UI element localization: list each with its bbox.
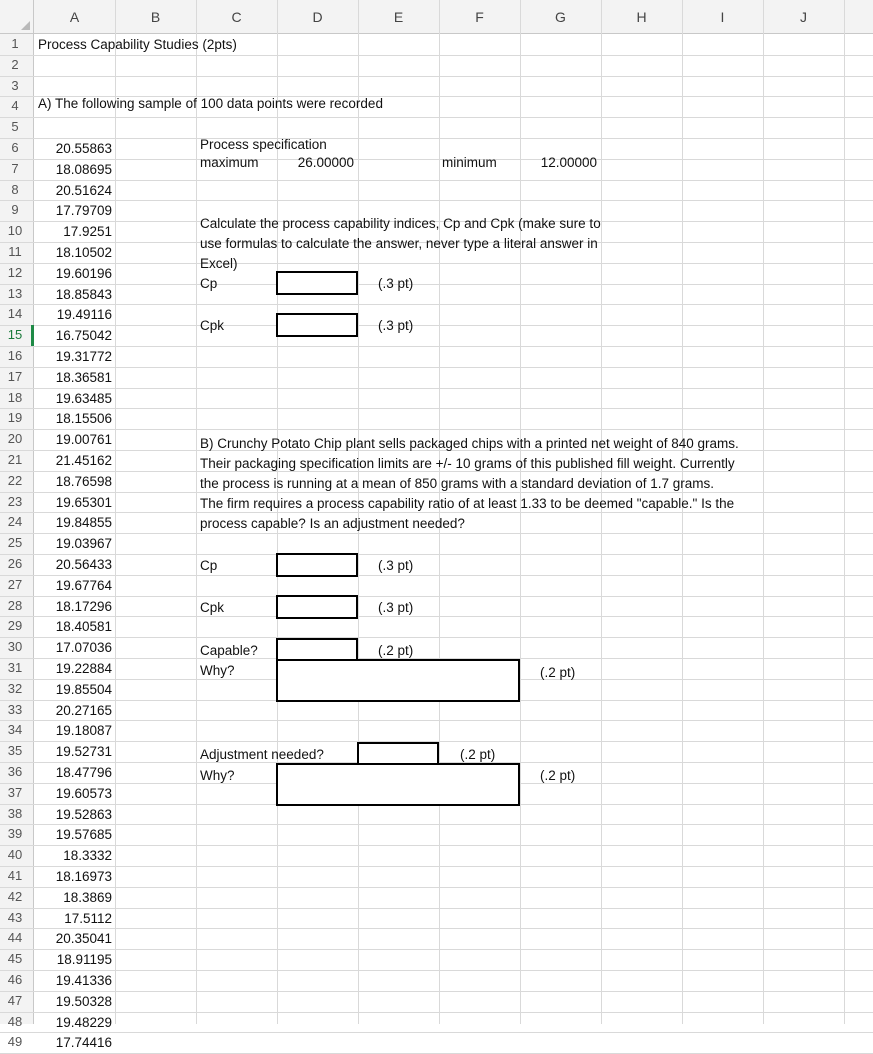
min-label[interactable]: minimum bbox=[442, 155, 497, 170]
row-header-49[interactable]: 49 bbox=[7, 1034, 23, 1049]
row-gridline bbox=[0, 866, 873, 867]
part-b-cpk-answer-box[interactable] bbox=[276, 595, 358, 619]
select-all-corner[interactable] bbox=[0, 0, 34, 34]
row-header-43[interactable]: 43 bbox=[7, 910, 23, 925]
data-cell-a15[interactable]: 16.75042 bbox=[55, 328, 112, 343]
row-gridline bbox=[0, 138, 873, 139]
row-header-35[interactable]: 35 bbox=[7, 743, 23, 758]
data-cell-a29[interactable]: 18.40581 bbox=[55, 619, 112, 634]
row-header-7[interactable]: 7 bbox=[11, 161, 19, 176]
part-b-cpk-label[interactable]: Cpk bbox=[200, 600, 225, 615]
row-gridline bbox=[0, 471, 873, 472]
column-header-g[interactable]: G bbox=[555, 9, 566, 25]
row-gridline bbox=[0, 304, 873, 305]
data-cell-a11[interactable]: 18.10502 bbox=[55, 245, 112, 260]
row-gridline bbox=[0, 1012, 873, 1013]
row-gridline bbox=[0, 575, 873, 576]
row-gridline bbox=[0, 180, 873, 181]
row-header-32[interactable]: 32 bbox=[7, 681, 23, 696]
data-cell-a38[interactable]: 19.52863 bbox=[55, 807, 112, 822]
row-header-8[interactable]: 8 bbox=[11, 182, 19, 197]
instructions-line-1[interactable]: Calculate the process capability indices, Cp and Cpk (make sure to bbox=[200, 216, 601, 231]
data-cell-a39[interactable]: 19.57685 bbox=[55, 827, 112, 842]
sheet-title[interactable]: Process Capability Studies (2pts) bbox=[38, 37, 237, 52]
data-cell-a42[interactable]: 18.3869 bbox=[63, 890, 112, 905]
data-cell-a10[interactable]: 17.9251 bbox=[63, 224, 112, 239]
row-header-36[interactable]: 36 bbox=[7, 764, 23, 779]
data-cell-a28[interactable]: 18.17296 bbox=[55, 599, 112, 614]
row-header-46[interactable]: 46 bbox=[7, 972, 23, 987]
part-b-line-1[interactable]: B) Crunchy Potato Chip plant sells packaged chips with a printed net weight of 840 grams. bbox=[200, 436, 739, 451]
row-header-13[interactable]: 13 bbox=[7, 286, 23, 301]
row-header-15[interactable]: 15 bbox=[7, 327, 23, 342]
row-header-21[interactable]: 21 bbox=[7, 452, 23, 467]
why-2-answer-box[interactable] bbox=[276, 763, 520, 806]
capable-label[interactable]: Capable? bbox=[200, 643, 258, 658]
why-2-points[interactable]: (.2 pt) bbox=[540, 768, 576, 783]
part-b-line-5[interactable]: process capable? Is an adjustment needed? bbox=[200, 516, 465, 531]
row-gridline bbox=[0, 554, 873, 555]
row-gridline bbox=[0, 845, 873, 846]
column-header-f[interactable]: F bbox=[475, 9, 484, 25]
row-header-1[interactable]: 1 bbox=[11, 36, 19, 51]
row-header-30[interactable]: 30 bbox=[7, 639, 23, 654]
data-cell-a22[interactable]: 18.76598 bbox=[55, 474, 112, 489]
row-header-31[interactable]: 31 bbox=[7, 660, 23, 675]
row-gridline bbox=[0, 346, 873, 347]
data-cell-a31[interactable]: 19.22884 bbox=[55, 661, 112, 676]
row-header-20[interactable]: 20 bbox=[7, 431, 23, 446]
column-header-j[interactable]: J bbox=[800, 9, 807, 25]
row-header-44[interactable]: 44 bbox=[7, 930, 23, 945]
why-1-points[interactable]: (.2 pt) bbox=[540, 665, 576, 680]
select-all-icon bbox=[21, 21, 30, 30]
row-gridline bbox=[0, 159, 873, 160]
why-1-label[interactable]: Why? bbox=[200, 663, 235, 678]
data-cell-a7[interactable]: 18.08695 bbox=[55, 162, 112, 177]
column-header-e[interactable]: E bbox=[393, 9, 404, 25]
row-header-14[interactable]: 14 bbox=[7, 306, 23, 321]
row-gridline bbox=[0, 263, 873, 264]
row-header-27[interactable]: 27 bbox=[7, 577, 23, 592]
data-cell-a34[interactable]: 19.18087 bbox=[55, 723, 112, 738]
row-gridline bbox=[0, 720, 873, 721]
capable-points[interactable]: (.2 pt) bbox=[378, 643, 414, 658]
row-header-11[interactable]: 11 bbox=[8, 244, 22, 259]
selected-row-indicator bbox=[31, 325, 34, 346]
data-cell-a30[interactable]: 17.07036 bbox=[55, 640, 112, 655]
data-cell-a25[interactable]: 19.03967 bbox=[55, 536, 112, 551]
row-gridline bbox=[0, 928, 873, 929]
data-cell-a37[interactable]: 19.60573 bbox=[55, 786, 112, 801]
column-header-a[interactable]: A bbox=[69, 9, 80, 25]
row-header-17[interactable]: 17 bbox=[7, 369, 23, 384]
row-header-19[interactable]: 19 bbox=[7, 410, 23, 425]
spec-label[interactable]: Process specification bbox=[200, 137, 327, 152]
column-header-h[interactable]: H bbox=[636, 9, 647, 25]
row-gridline bbox=[0, 429, 873, 430]
row-header-45[interactable]: 45 bbox=[7, 951, 23, 966]
row-header-38[interactable]: 38 bbox=[7, 806, 23, 821]
data-cell-a33[interactable]: 20.27165 bbox=[55, 703, 112, 718]
row-header-26[interactable]: 26 bbox=[7, 556, 23, 571]
data-cell-a48[interactable]: 19.48229 bbox=[55, 1015, 112, 1030]
row-header-47[interactable]: 47 bbox=[7, 993, 23, 1008]
row-gridline bbox=[0, 512, 873, 513]
row-gridline bbox=[0, 284, 873, 285]
row-header-16[interactable]: 16 bbox=[7, 348, 23, 363]
data-cell-a9[interactable]: 17.79709 bbox=[55, 203, 112, 218]
data-cell-a49[interactable]: 17.74416 bbox=[55, 1035, 112, 1050]
row-header-10[interactable]: 10 bbox=[7, 223, 23, 238]
row-header-5[interactable]: 5 bbox=[11, 119, 19, 134]
why-1-answer-box[interactable] bbox=[276, 659, 520, 702]
row-header-28[interactable]: 28 bbox=[7, 598, 23, 613]
min-value[interactable]: 12.00000 bbox=[540, 155, 597, 170]
row-header-33[interactable]: 33 bbox=[7, 702, 23, 717]
row-header-24[interactable]: 24 bbox=[7, 514, 23, 529]
data-cell-a26[interactable]: 20.56433 bbox=[55, 557, 112, 572]
data-cell-a41[interactable]: 18.16973 bbox=[55, 869, 112, 884]
data-cell-a45[interactable]: 18.91195 bbox=[56, 952, 112, 967]
data-cell-a14[interactable]: 19.49116 bbox=[56, 307, 112, 322]
part-a-cpk-points[interactable]: (.3 pt) bbox=[378, 318, 414, 333]
row-header-9[interactable]: 9 bbox=[11, 202, 19, 217]
row-gridline bbox=[0, 117, 873, 118]
part-b-cp-points[interactable]: (.3 pt) bbox=[378, 558, 414, 573]
instructions-line-3[interactable]: Excel) bbox=[200, 256, 238, 271]
data-cell-a17[interactable]: 18.36581 bbox=[55, 370, 112, 385]
column-header-i[interactable]: I bbox=[720, 9, 725, 25]
column-header-b[interactable]: B bbox=[150, 9, 161, 25]
data-cell-a16[interactable]: 19.31772 bbox=[55, 349, 112, 364]
part-a-cpk-answer-box[interactable] bbox=[276, 313, 358, 337]
row-gridline bbox=[0, 908, 873, 909]
row-header-4[interactable]: 4 bbox=[11, 98, 19, 113]
row-header-48[interactable]: 48 bbox=[7, 1014, 23, 1029]
data-cell-a36[interactable]: 18.47796 bbox=[55, 765, 112, 780]
data-cell-a32[interactable]: 19.85504 bbox=[55, 682, 112, 697]
max-value[interactable]: 26.00000 bbox=[297, 155, 354, 170]
data-cell-a12[interactable]: 19.60196 bbox=[55, 266, 112, 281]
data-cell-a8[interactable]: 20.51624 bbox=[55, 183, 112, 198]
instructions-line-2[interactable]: use formulas to calculate the answer, never type a literal answer in bbox=[200, 236, 598, 251]
part-b-cp-label[interactable]: Cp bbox=[200, 558, 218, 573]
data-cell-a19[interactable]: 18.15506 bbox=[55, 411, 112, 426]
row-gridline bbox=[0, 76, 873, 77]
row-header-22[interactable]: 22 bbox=[7, 473, 23, 488]
row-gridline bbox=[0, 533, 873, 534]
row-gridline bbox=[0, 824, 873, 825]
part-a-cp-label[interactable]: Cp bbox=[200, 276, 218, 291]
data-cell-a20[interactable]: 19.00761 bbox=[55, 432, 112, 447]
row-gridline bbox=[0, 970, 873, 971]
part-a-cpk-label[interactable]: Cpk bbox=[200, 318, 225, 333]
row-header-41[interactable]: 41 bbox=[7, 868, 23, 883]
data-cell-a35[interactable]: 19.52731 bbox=[55, 744, 112, 759]
row-gridline bbox=[0, 949, 873, 950]
row-header-39[interactable]: 39 bbox=[7, 826, 23, 841]
row-gridline bbox=[0, 325, 873, 326]
row-header-18[interactable]: 18 bbox=[7, 390, 23, 405]
row-gridline bbox=[0, 1032, 873, 1033]
data-cell-a23[interactable]: 19.65301 bbox=[55, 495, 112, 510]
part-b-cpk-points[interactable]: (.3 pt) bbox=[378, 600, 414, 615]
row-header-25[interactable]: 25 bbox=[7, 535, 23, 550]
row-gridline bbox=[0, 637, 873, 638]
row-header-29[interactable]: 29 bbox=[7, 618, 23, 633]
row-gridline bbox=[0, 887, 873, 888]
row-header-3[interactable]: 3 bbox=[11, 78, 19, 93]
data-cell-a46[interactable]: 19.41336 bbox=[55, 973, 112, 988]
column-header-d[interactable]: D bbox=[312, 9, 323, 25]
part-a-cp-points[interactable]: (.3 pt) bbox=[378, 276, 414, 291]
part-b-line-4[interactable]: The firm requires a process capability ratio of at least 1.33 to be deemed "capable." Is the bbox=[200, 496, 735, 511]
row-gridline bbox=[0, 388, 873, 389]
row-gridline bbox=[0, 367, 873, 368]
row-gridline bbox=[0, 991, 873, 992]
row-header-6[interactable]: 6 bbox=[11, 140, 19, 155]
data-cell-a18[interactable]: 19.63485 bbox=[55, 391, 112, 406]
row-header-40[interactable]: 40 bbox=[7, 847, 23, 862]
column-header-c[interactable]: C bbox=[231, 9, 242, 25]
part-b-line-3[interactable]: the process is running at a mean of 850 grams with a standard deviation of 1.7 grams. bbox=[200, 476, 715, 491]
data-cell-a40[interactable]: 18.3332 bbox=[63, 848, 112, 863]
data-cell-a21[interactable]: 21.45162 bbox=[55, 453, 112, 468]
row-header-12[interactable]: 12 bbox=[7, 265, 23, 280]
why-2-label[interactable]: Why? bbox=[200, 768, 235, 783]
data-cell-a47[interactable]: 19.50328 bbox=[55, 994, 112, 1009]
part-b-cp-answer-box[interactable] bbox=[276, 553, 358, 577]
row-header-34[interactable]: 34 bbox=[7, 722, 23, 737]
row-gridline bbox=[0, 200, 873, 201]
adjustment-label[interactable]: Adjustment needed? bbox=[200, 747, 324, 762]
adjustment-points[interactable]: (.2 pt) bbox=[460, 747, 496, 762]
part-b-line-2[interactable]: Their packaging specification limits are +/- 10 grams of this published fill weight. Currently bbox=[200, 456, 735, 471]
max-label[interactable]: maximum bbox=[200, 155, 259, 170]
row-gridline bbox=[0, 408, 873, 409]
data-cell-a6[interactable]: 20.55863 bbox=[55, 141, 112, 156]
part-a-intro[interactable]: A) The following sample of 100 data points were recorded bbox=[38, 96, 383, 111]
row-header-42[interactable]: 42 bbox=[7, 889, 23, 904]
row-header-23[interactable]: 23 bbox=[7, 494, 23, 509]
data-cell-a43[interactable]: 17.5112 bbox=[64, 911, 112, 926]
row-gridline bbox=[0, 55, 873, 56]
data-cell-a27[interactable]: 19.67764 bbox=[55, 578, 112, 593]
data-cell-a44[interactable]: 20.35041 bbox=[55, 931, 112, 946]
data-cell-a24[interactable]: 19.84855 bbox=[55, 515, 112, 530]
row-gridline bbox=[0, 596, 873, 597]
row-header-2[interactable]: 2 bbox=[11, 57, 19, 72]
row-gridline bbox=[0, 492, 873, 493]
row-header-37[interactable]: 37 bbox=[7, 785, 23, 800]
part-a-cp-answer-box[interactable] bbox=[276, 271, 358, 295]
row-gridline bbox=[0, 616, 873, 617]
data-cell-a13[interactable]: 18.85843 bbox=[55, 287, 112, 302]
